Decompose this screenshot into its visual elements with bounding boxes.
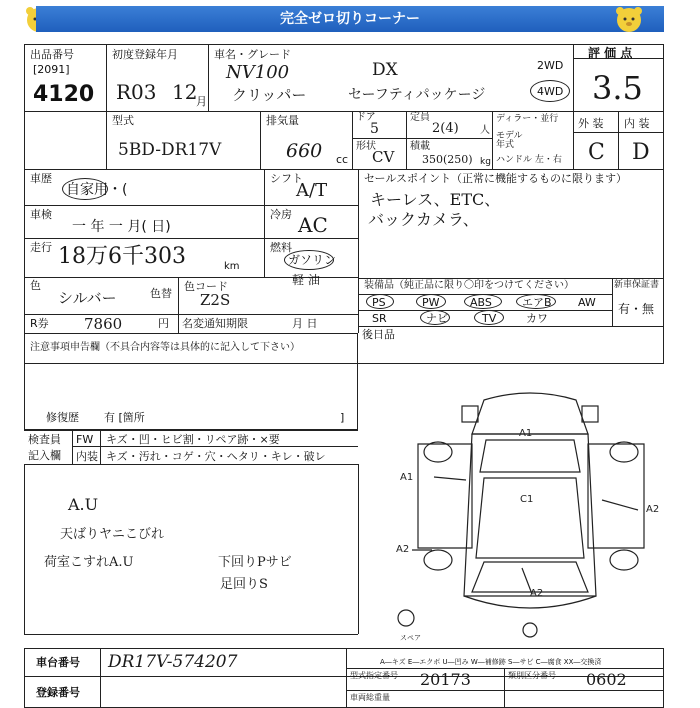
fuel: ガソリン (288, 253, 337, 267)
score: 3.5 (592, 69, 643, 107)
inspector-note4: 下回りPサビ (218, 555, 292, 570)
disp: 660 (286, 140, 323, 162)
equip-pw: PW (422, 296, 440, 309)
disp-label: 排気量 (266, 114, 299, 127)
color: シルバー (58, 289, 117, 307)
inspector-fw-items: キズ・凹・ヒビ割・リペア跡・×要 (106, 433, 280, 446)
reg-label: 初度登録年月 (112, 48, 178, 61)
diagram-mark-4: A2 (646, 504, 660, 515)
model-sub: クリッパー (232, 86, 307, 104)
repair-end: ] (340, 411, 345, 424)
history: 自家用・( (66, 182, 128, 198)
shift: A/T (296, 180, 328, 201)
equip-aw: AW (578, 296, 596, 309)
inspection-label: 車検 (30, 208, 52, 221)
doors-label: ドア (356, 112, 376, 123)
reg-month-unit: 月 (196, 95, 207, 108)
recycle: 7860 (84, 315, 123, 333)
car-damage-diagram (392, 382, 668, 644)
inspector-int: 内装 (76, 450, 98, 463)
name-change: 月 日 (292, 317, 318, 330)
load-unit: kg (480, 157, 491, 167)
inspector-note3: 荷室こすれA.U (44, 555, 134, 570)
int-score: D (632, 140, 650, 165)
inspector-label: 検査員 (28, 433, 61, 446)
reg-era: R03 (116, 80, 157, 104)
equip-navi: ナビ (426, 312, 448, 325)
diagram-mark-5: A2 (396, 544, 410, 555)
equip-leather: カワ (526, 312, 548, 325)
score-label: 評 価 点 (588, 46, 633, 60)
equip-ps: PS (372, 296, 386, 309)
shape-label: 形状 (356, 141, 376, 152)
vin: DR17V-574207 (108, 652, 238, 672)
handle-label: ハンドル 左・右 (496, 155, 562, 165)
equip-airbag: エアB (522, 296, 552, 309)
seat-label: 後日品 (362, 328, 395, 341)
mileage-label: 走行 (30, 241, 52, 254)
cert-label: 型式指定番号 (350, 671, 398, 680)
inspector-note2: 天ばりヤニこびれ (60, 527, 165, 542)
drive-2wd: 2WD (537, 59, 564, 72)
equip-abs: ABS (470, 296, 492, 309)
grade-sub: セーフティパッケージ (348, 87, 486, 103)
inspection: 一 年 一 月( 日) (72, 219, 171, 235)
grade: DX (372, 60, 398, 80)
color-code-label: 色替 (150, 287, 172, 300)
sales-points-label: セールスポイント（正常に機能するものに限ります） (364, 172, 628, 185)
cert: 20173 (420, 670, 471, 689)
weight-label: 車両総重量 (350, 693, 390, 702)
inspector-note1: A.U (68, 495, 99, 514)
color-label: 色 (30, 279, 41, 292)
recycle-unit: 円 (158, 317, 169, 330)
diagram-mark-6: A2 (530, 588, 544, 599)
doors: 5 (370, 121, 379, 137)
equipment-label: 装備品（純正品に限り〇印をつけてください） (364, 280, 574, 291)
repair: 有 [箇所 (104, 411, 145, 424)
drive-4wd: 4WD (537, 85, 564, 98)
inspector-fill-label: 記入欄 (28, 449, 61, 462)
vin-label: 車台番号 (36, 656, 80, 669)
chassis-code: 5BD-DR17V (118, 140, 222, 160)
sales-points-line2: バックカメラ、 (368, 210, 479, 229)
inspector-int-items: キズ・汚れ・コゲ・穴・ヘタリ・キレ・破レ (106, 450, 326, 463)
diagram-mark-3: C1 (520, 494, 534, 505)
shape: CV (372, 148, 395, 166)
diagram-mark-2: A1 (400, 472, 414, 483)
name-change-label: 名変通知期限 (182, 317, 248, 330)
inspector-fw: FW (76, 433, 94, 446)
drive-4wd-circle (530, 80, 570, 102)
equip-sr: SR (372, 312, 387, 325)
ext-label: 外 装 (578, 117, 604, 130)
warranty: 有・無 (618, 302, 655, 316)
lot-label: 出品番号 (30, 48, 74, 61)
reg-number-label: 登録番号 (36, 686, 80, 699)
color-code-title: 色コード (184, 280, 228, 293)
load: 350(250) (422, 153, 473, 166)
color-code: Z2S (200, 291, 231, 309)
notes-label: 注意事項申告欄（不具合内容等は具体的に記入して下さい） (30, 342, 300, 353)
int-label: 内 装 (624, 117, 650, 130)
class-label: 類別区分番号 (508, 671, 556, 680)
class: 0602 (586, 670, 627, 689)
reg-month: 12 (172, 80, 198, 104)
bear-mascot-right-icon (614, 4, 644, 34)
model-year-label: モデル年式 (496, 131, 523, 150)
repair-label: 修復歴 (46, 411, 79, 424)
disp-unit: cc (336, 153, 349, 166)
history-label: 車歴 (30, 172, 52, 185)
warranty-label: 新車保証書 (614, 280, 660, 290)
shift-label: シフト (270, 172, 303, 185)
capacity-label: 定員 (410, 112, 430, 123)
model-label: 車名・グレード (214, 48, 291, 61)
ac-label: 冷房 (270, 208, 292, 221)
diagram-spare: スペア (400, 634, 421, 642)
chassis-code-label: 型式 (112, 114, 134, 127)
lot-number: 4120 (33, 82, 95, 107)
fuel-label: 燃料 (270, 241, 292, 254)
dealer-label: ディラー・並行 (496, 114, 559, 124)
inspector-note5: 足回りS (220, 577, 268, 592)
load-label: 積載 (410, 141, 430, 152)
ext-score: C (588, 140, 605, 165)
capacity-unit: 人 (480, 125, 490, 136)
banner-title: 完全ゼロ切りコーナー (36, 6, 664, 32)
sales-points-line1: キーレス、ETC、 (370, 190, 501, 209)
mileage-unit: km (224, 261, 240, 272)
ac: AC (298, 213, 328, 237)
lot-sub: [2091] (33, 63, 70, 76)
model-name: NV100 (226, 62, 290, 83)
capacity: 2(4) (432, 121, 459, 136)
mileage: 18万6千303 (58, 244, 186, 269)
fuel-sub: 軽 油 (292, 273, 320, 287)
recycle-label: R券 (30, 317, 49, 330)
equip-tv: TV (482, 312, 497, 325)
diagram-mark-1: A1 (519, 428, 533, 439)
diagram-legend: A―キズ E―エクボ U―凹み W―補修跡 S―サビ C―腐食 XX―交換済 (380, 658, 602, 666)
